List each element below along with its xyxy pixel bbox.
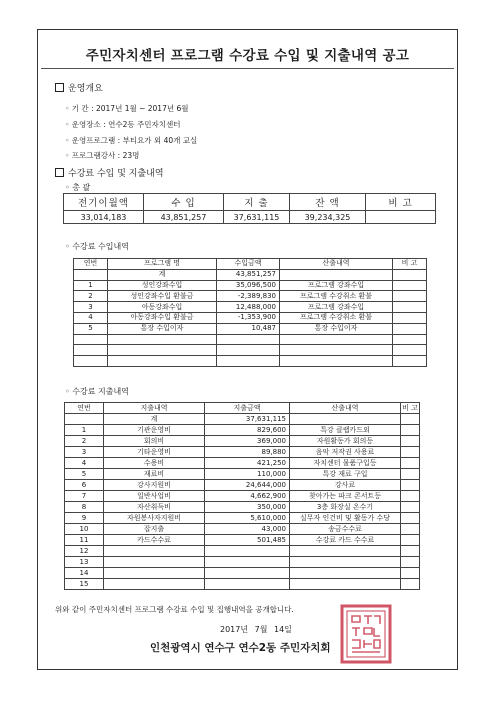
expense-cell: 일반사업비	[104, 491, 205, 502]
expense-cell	[401, 557, 420, 568]
income-cell: 프로그램 강좌수입	[280, 302, 393, 313]
expense-cell	[401, 579, 420, 590]
summary-value-row	[64, 211, 436, 224]
expense-cell: 12	[65, 546, 104, 557]
expense-cell: 실무자 인건비 및 활동가 수당	[290, 513, 401, 524]
expense-cell	[104, 579, 205, 590]
income-cell: 43,851,257	[217, 269, 280, 280]
income-header-cell: 프로그램 명	[108, 259, 217, 270]
summary-value-cell: 43,851,257	[144, 211, 224, 224]
expense-cell: 89,880	[205, 447, 290, 458]
expense-cell	[205, 579, 290, 590]
expense-cell: 자치센터 물품구입등	[290, 458, 401, 469]
checkbox-square-icon	[55, 168, 64, 177]
details-section-heading	[55, 166, 164, 179]
table-row	[74, 334, 427, 345]
page-title: 주민자치센터 프로그램 수강료 수입 및 지출내역 공고	[85, 48, 410, 64]
disclosure-notice: 위와 같이 주민자치센터 프로그램 수강료 수입 및 집행내역을 공개합니다.	[55, 605, 294, 614]
expense-cell: 43,000	[205, 524, 290, 535]
income-cell	[74, 345, 108, 356]
expense-cell	[401, 480, 420, 491]
expense-header-row	[65, 403, 420, 414]
income-cell	[280, 269, 393, 280]
table-row	[65, 557, 420, 568]
expense-cell: 6	[65, 480, 104, 491]
expense-cell: 1	[65, 425, 104, 436]
income-cell: 아동강좌수입	[108, 302, 217, 313]
expense-cell: 회의비	[104, 436, 205, 447]
table-row	[65, 535, 420, 546]
income-cell	[217, 334, 280, 345]
summary-header-row	[64, 194, 436, 211]
income-cell	[108, 356, 217, 367]
summary-value-cell	[366, 211, 436, 224]
table-row	[65, 458, 420, 469]
expense-cell: 8	[65, 502, 104, 513]
expense-header-cell: 비 고	[402, 403, 418, 412]
table-row	[65, 568, 420, 579]
expense-header-cell: 산출내역	[290, 403, 401, 414]
expense-table	[64, 402, 420, 590]
income-cell	[280, 356, 393, 367]
overview-section-heading	[55, 81, 103, 94]
income-cell: 성인강좌수입 환불금	[108, 291, 217, 302]
expense-header-cell: 연번	[65, 403, 104, 414]
income-cell: 35,096,500	[217, 280, 280, 291]
expense-cell	[401, 425, 420, 436]
income-cell: 12,488,000	[217, 302, 280, 313]
income-table	[73, 258, 427, 367]
overview-heading-text: 운영개요	[68, 84, 103, 94]
expense-cell: 4,662,900	[205, 491, 290, 502]
income-header-cell: 수입금액	[217, 259, 280, 270]
table-row	[65, 502, 420, 513]
expense-cell: 자산취득비	[104, 502, 205, 513]
table-row	[65, 469, 420, 480]
title-divider	[41, 68, 454, 69]
expense-cell	[401, 513, 420, 524]
income-cell	[217, 345, 280, 356]
expense-cell	[205, 557, 290, 568]
summary-value-cell: 39,234,325	[290, 211, 366, 224]
income-cell: 3	[74, 302, 108, 313]
notice-date: 2017년 7월 14일	[220, 625, 292, 634]
expense-cell: 501,485	[205, 535, 290, 546]
expense-cell: 특강 재료 구입	[290, 469, 401, 480]
expense-cell: 5	[65, 469, 104, 480]
income-cell	[74, 356, 108, 367]
summary-value-cell: 37,631,115	[224, 211, 290, 224]
expense-cell: 재료비	[104, 469, 205, 480]
expense-label: ◦ 수강료 지출내역	[65, 387, 129, 396]
expense-cell: 829,600	[205, 425, 290, 436]
income-cell	[108, 334, 217, 345]
income-header-cell: 비 고	[393, 259, 427, 270]
table-row	[65, 447, 420, 458]
income-cell	[74, 269, 108, 280]
expense-cell	[401, 458, 420, 469]
table-row	[65, 414, 420, 425]
expense-cell	[205, 546, 290, 557]
income-cell	[393, 312, 427, 323]
table-row	[65, 425, 420, 436]
income-cell	[280, 345, 393, 356]
expense-cell	[401, 568, 420, 579]
table-row	[65, 524, 420, 535]
summary-label: ◦ 총 괄	[65, 183, 91, 192]
expense-cell: 잡지출	[104, 524, 205, 535]
table-row	[74, 302, 427, 313]
expense-cell: 수강료 카드 수수료	[290, 535, 401, 546]
table-row	[65, 513, 420, 524]
expense-cell	[104, 568, 205, 579]
income-cell	[393, 334, 427, 345]
income-cell: 4	[74, 312, 108, 323]
income-cell	[393, 356, 427, 367]
expense-cell: 37,631,115	[205, 414, 290, 425]
income-cell: 1	[74, 280, 108, 291]
organization-name: 인천광역시 연수구 연수2동 주민자치회	[150, 642, 331, 654]
expense-cell: 음악 저작권 사용료	[290, 447, 401, 458]
summary-header-cell: 비 고	[366, 194, 436, 211]
expense-cell: 송금수수료	[290, 524, 401, 535]
table-row	[65, 546, 420, 557]
income-cell: 프로그램 수강취소 환불	[280, 291, 393, 302]
income-cell	[280, 334, 393, 345]
income-label: ◦ 수강료 수입내역	[65, 242, 129, 251]
expense-cell	[290, 557, 401, 568]
income-header-cell: 산출내역	[280, 259, 393, 270]
summary-header-cell: 전기이월액	[64, 194, 144, 211]
expense-cell	[290, 546, 401, 557]
expense-cell: 4	[65, 458, 104, 469]
expense-cell: 3층 화장실 온수기	[290, 502, 401, 513]
income-cell: 10,487	[217, 323, 280, 334]
checkbox-square-icon	[55, 83, 64, 92]
income-cell	[393, 280, 427, 291]
expense-cell: 찾아가는 파크 콘서트등	[290, 491, 401, 502]
expense-cell	[401, 414, 420, 425]
expense-cell	[205, 568, 290, 579]
income-cell	[393, 302, 427, 313]
expense-cell: 13	[65, 557, 104, 568]
table-row	[74, 323, 427, 334]
income-cell: 통장 수입이자	[108, 323, 217, 334]
income-cell: -2,389,830	[217, 291, 280, 302]
table-row	[74, 312, 427, 323]
expense-cell	[401, 491, 420, 502]
income-header-row	[74, 259, 427, 270]
expense-cell: 자원활동가 회의등	[290, 436, 401, 447]
expense-cell: 강사료	[290, 480, 401, 491]
income-cell	[393, 291, 427, 302]
table-row	[65, 480, 420, 491]
income-cell: 2	[74, 291, 108, 302]
summary-header-cell: 지 출	[224, 194, 290, 211]
income-cell: 계	[108, 269, 217, 280]
expense-cell	[290, 579, 401, 590]
table-row	[74, 356, 427, 367]
expense-cell: 7	[65, 491, 104, 502]
income-cell: 프로그램 강좌수입	[280, 280, 393, 291]
income-cell	[108, 345, 217, 356]
table-row	[74, 345, 427, 356]
table-row	[65, 491, 420, 502]
expense-cell: 350,000	[205, 502, 290, 513]
expense-cell	[401, 524, 420, 535]
expense-cell: 계	[104, 414, 205, 425]
expense-cell	[290, 414, 401, 425]
income-cell	[393, 269, 427, 280]
expense-cell	[401, 447, 420, 458]
expense-cell: 15	[65, 579, 104, 590]
expense-cell	[401, 436, 420, 447]
expense-cell: 14	[65, 568, 104, 579]
expense-cell: 421,250	[205, 458, 290, 469]
overview-instructors: ◦ 프로그램강사 : 23명	[65, 151, 140, 160]
expense-header-cell: 지출금액	[205, 403, 290, 414]
expense-cell	[401, 535, 420, 546]
income-cell: 통장 수입이자	[280, 323, 393, 334]
expense-cell: 3	[65, 447, 104, 458]
expense-cell: 24,644,000	[205, 480, 290, 491]
overview-programs: ◦ 운영프로그램 : 부티요가 외 40개 교실	[65, 136, 198, 145]
expense-cell: 110,000	[205, 469, 290, 480]
expense-cell: 수용비	[104, 458, 205, 469]
details-heading-text: 수강료 수입 및 지출내역	[68, 169, 164, 179]
summary-value-cell: 33,014,183	[64, 211, 144, 224]
income-cell	[393, 323, 427, 334]
overview-period: ◦ 기 간 : 2017년 1월 ~ 2017년 6월	[65, 104, 189, 113]
table-row	[74, 291, 427, 302]
expense-cell: 기관운영비	[104, 425, 205, 436]
income-cell	[74, 334, 108, 345]
official-seal-stamp	[340, 604, 392, 664]
expense-cell: 2	[65, 436, 104, 447]
income-header-cell: 연번	[74, 259, 108, 270]
expense-cell: 10	[65, 524, 104, 535]
expense-cell	[104, 546, 205, 557]
expense-cell: 11	[65, 535, 104, 546]
income-cell: 프로그램 수강취소 환불	[280, 312, 393, 323]
expense-cell: 특강 클랩카드외	[290, 425, 401, 436]
summary-header-cell: 잔 액	[290, 194, 366, 211]
income-cell	[217, 356, 280, 367]
income-cell: 아동강좌수입 환불금	[108, 312, 217, 323]
expense-cell: 자원봉사자지원비	[104, 513, 205, 524]
overview-location: ◦ 운영장소 : 연수2동 주민자치센터	[65, 120, 181, 129]
expense-cell: 369,000	[205, 436, 290, 447]
expense-cell: 카드수수료	[104, 535, 205, 546]
expense-cell: 5,610,000	[205, 513, 290, 524]
expense-cell	[290, 568, 401, 579]
income-cell: -1,353,900	[217, 312, 280, 323]
expense-cell	[401, 502, 420, 513]
expense-cell	[104, 557, 205, 568]
table-row	[65, 436, 420, 447]
table-row	[74, 269, 427, 280]
expense-cell	[65, 414, 104, 425]
expense-cell: 강사지원비	[104, 480, 205, 491]
summary-table	[63, 193, 436, 224]
expense-header-cell: 지출내역	[104, 403, 205, 414]
expense-cell: 기타운영비	[104, 447, 205, 458]
summary-header-cell: 수 입	[144, 194, 224, 211]
income-cell: 5	[74, 323, 108, 334]
table-row	[74, 280, 427, 291]
table-row	[65, 579, 420, 590]
income-cell: 성인강좌수입	[108, 280, 217, 291]
expense-cell: 9	[65, 513, 104, 524]
expense-cell	[401, 546, 420, 557]
income-cell	[393, 345, 427, 356]
expense-cell	[401, 469, 420, 480]
